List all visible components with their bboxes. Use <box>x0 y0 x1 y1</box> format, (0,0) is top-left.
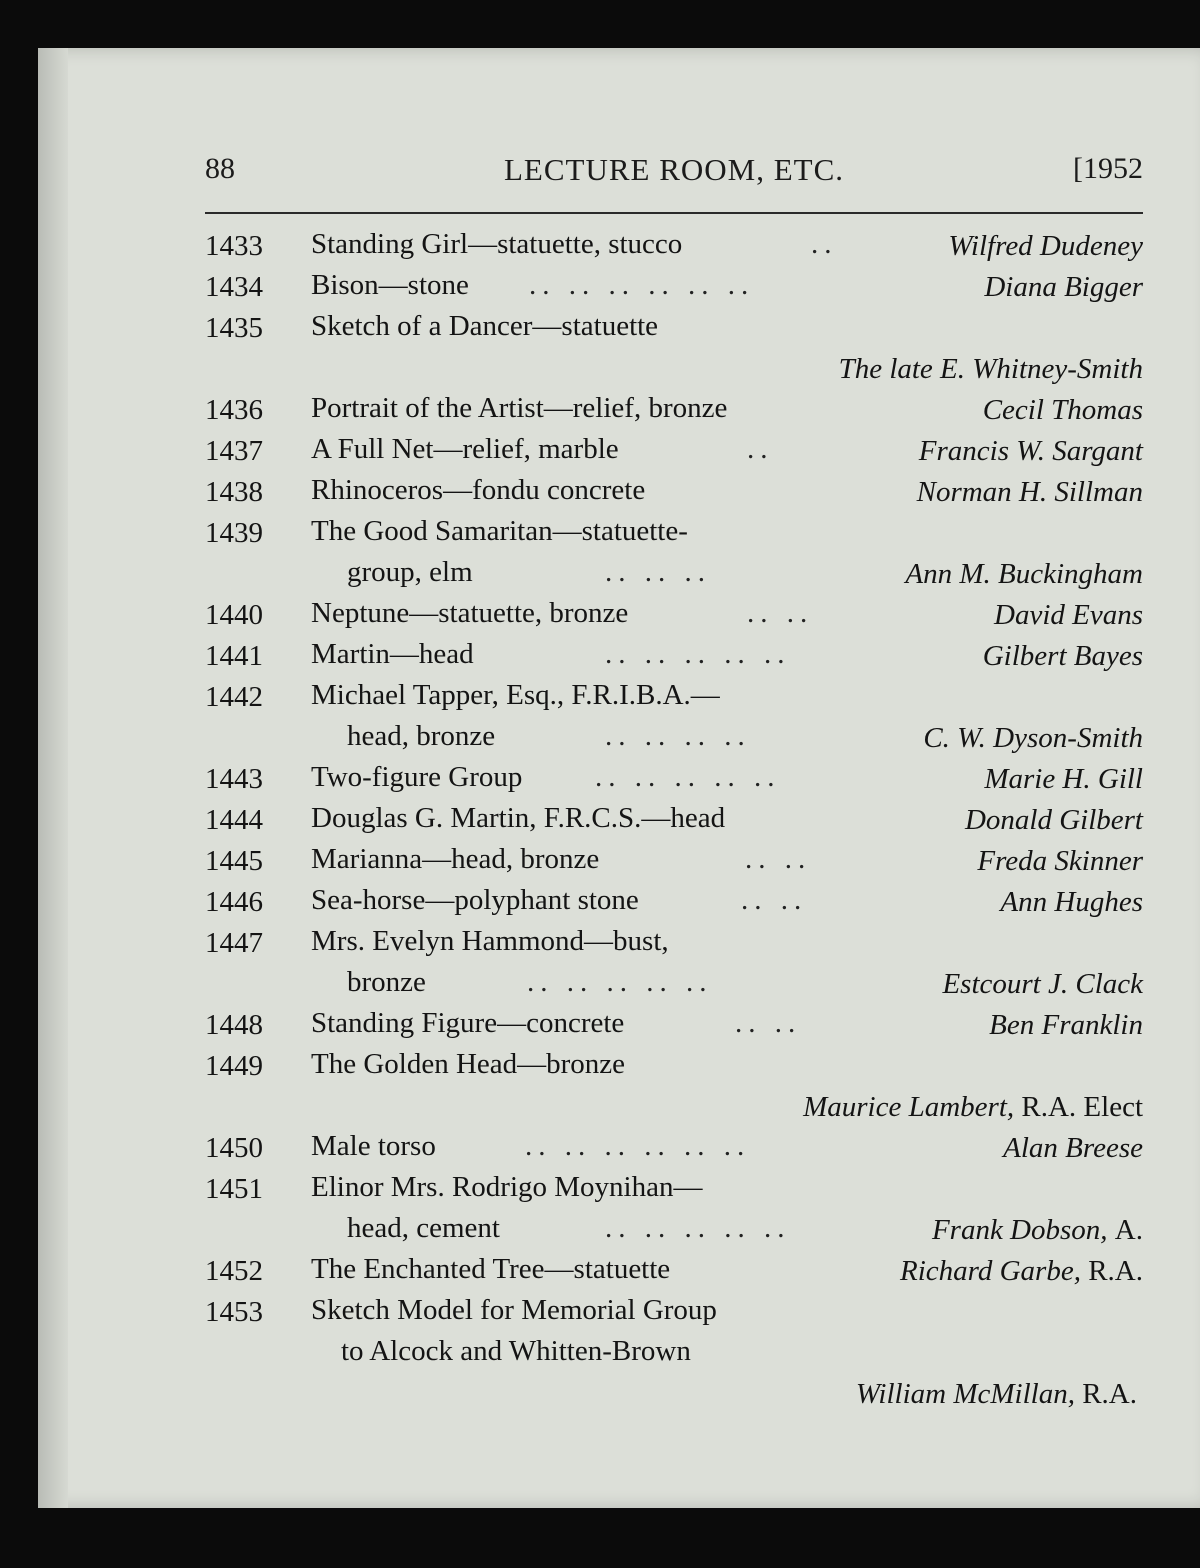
entry-description: Rhinoceros—fondu concrete <box>311 474 646 506</box>
catalog-entry <box>205 265 1143 306</box>
entry-description: The Enchanted Tree—statuette <box>311 1253 671 1285</box>
dot-leaders: .. .. <box>741 884 808 916</box>
dot-leaders: .. .. <box>745 843 812 875</box>
entry-number: 1443 <box>205 763 263 795</box>
dot-leaders: .. .. <box>747 597 814 629</box>
entry-number: 1436 <box>205 394 263 426</box>
entry-number: 1434 <box>205 271 263 303</box>
entry-description: Marianna—head, bronze <box>311 843 600 875</box>
entry-number: 1433 <box>205 230 263 262</box>
entry-number: 1449 <box>205 1050 263 1082</box>
catalog-entry <box>205 1003 1143 1044</box>
entry-description: Neptune—statuette, bronze <box>311 597 629 629</box>
catalog-entry <box>205 757 1143 798</box>
entry-number: 1435 <box>205 312 263 344</box>
entry-artist: C. W. Dyson-Smith <box>923 722 1143 754</box>
entry-number: 1452 <box>205 1255 263 1287</box>
entry-number: 1439 <box>205 517 263 549</box>
dot-leaders: .. <box>811 228 838 260</box>
entry-description: Two-figure Group <box>311 761 523 793</box>
entry-description: Mrs. Evelyn Hammond—bust, <box>311 925 669 957</box>
entry-artist: Diana Bigger <box>984 271 1143 303</box>
entry-artist: William McMillan, R.A. <box>855 1378 1137 1410</box>
catalog-entry <box>205 511 1143 593</box>
catalog-entry <box>205 593 1143 634</box>
entry-description: Sketch Model for Memorial Group <box>311 1294 717 1326</box>
entry-description: Douglas G. Martin, F.R.C.S.—head <box>311 802 726 834</box>
artist-distinction: R.A. <box>1082 1378 1137 1410</box>
entry-number: 1438 <box>205 476 263 508</box>
entry-artist: Ben Franklin <box>989 1009 1143 1041</box>
catalog-entry <box>205 634 1143 675</box>
entry-artist: Frank Dobson, A. <box>931 1214 1143 1246</box>
entry-artist: Freda Skinner <box>977 845 1143 877</box>
page-edge <box>38 48 68 1508</box>
dot-leaders: .. .. .. .. .. <box>595 761 781 793</box>
entry-artist: Donald Gilbert <box>964 804 1143 836</box>
catalog-entry <box>205 1249 1143 1290</box>
entry-number: 1442 <box>205 681 263 713</box>
entry-artist: Cecil Thomas <box>982 394 1143 426</box>
dot-leaders: .. .. .. .. .. <box>527 966 713 998</box>
entry-number: 1437 <box>205 435 263 467</box>
header-rule <box>205 212 1143 214</box>
dot-leaders: .. .. .. <box>605 556 711 588</box>
entry-artist: Norman H. Sillman <box>916 476 1143 508</box>
artist-distinction: A. <box>1114 1214 1143 1246</box>
entry-description: Standing Figure—concrete <box>311 1007 625 1039</box>
catalog-entry <box>205 1167 1143 1249</box>
entry-description: The Good Samaritan—statuette- <box>311 515 688 547</box>
entry-description: Elinor Mrs. Rodrigo Moynihan— <box>311 1171 703 1203</box>
entry-description: Standing Girl—statuette, stucco <box>311 228 683 260</box>
entry-artist: Alan Breese <box>1003 1132 1143 1164</box>
dot-leaders: .. <box>747 433 774 465</box>
dot-leaders: .. .. .. .. .. .. <box>525 1130 751 1162</box>
page-year: [1952 <box>1073 152 1143 185</box>
catalog-entry <box>205 429 1143 470</box>
entry-number: 1444 <box>205 804 263 836</box>
entry-artist: Marie H. Gill <box>984 763 1143 795</box>
dot-leaders: .. .. .. .. .. .. <box>529 269 755 301</box>
entry-description-continued: head, cement <box>347 1212 500 1244</box>
entry-description: The Golden Head—bronze <box>311 1048 626 1080</box>
entry-number: 1440 <box>205 599 263 631</box>
entry-description: Sketch of a Dancer—statuette <box>311 310 659 342</box>
dot-leaders: .. .. .. .. <box>605 720 751 752</box>
entry-description: Michael Tapper, Esq., F.R.I.B.A.— <box>311 679 720 711</box>
dot-leaders: .. .. <box>735 1007 802 1039</box>
catalog-entry <box>205 1044 1143 1126</box>
entry-artist: Gilbert Bayes <box>982 640 1143 672</box>
artist-distinction: R.A. Elect <box>1021 1091 1143 1123</box>
entry-artist: Maurice Lambert, R.A. Elect <box>803 1091 1143 1123</box>
entry-artist: Ann M. Buckingham <box>905 558 1143 590</box>
page-number: 88 <box>205 152 235 185</box>
entry-artist: Wilfred Dudeney <box>948 230 1143 262</box>
entry-number: 1441 <box>205 640 263 672</box>
entry-artist: Richard Garbe, R.A. <box>900 1255 1143 1287</box>
entry-description-continued: to Alcock and Whitten-Brown <box>341 1335 691 1367</box>
entry-description: A Full Net—relief, marble <box>311 433 619 465</box>
entry-number: 1447 <box>205 927 263 959</box>
catalog-entry <box>205 388 1143 429</box>
entry-description-continued: bronze <box>347 966 426 998</box>
catalog-entry <box>205 1126 1143 1167</box>
catalog-entry <box>205 798 1143 839</box>
entry-description-continued: group, elm <box>347 556 473 588</box>
catalog-entry <box>205 675 1143 757</box>
entry-number: 1448 <box>205 1009 263 1041</box>
entry-artist: Estcourt J. Clack <box>942 968 1143 1000</box>
catalog-entry <box>205 921 1143 1003</box>
entry-artist: Ann Hughes <box>1000 886 1143 918</box>
entry-number: 1450 <box>205 1132 263 1164</box>
dot-leaders: .. .. .. .. .. <box>605 638 791 670</box>
entry-description: Male torso <box>311 1130 436 1162</box>
dot-leaders: .. .. .. .. .. <box>605 1212 791 1244</box>
entry-artist: David Evans <box>994 599 1143 631</box>
catalog-entry <box>205 470 1143 511</box>
entry-number: 1445 <box>205 845 263 877</box>
artist-distinction: R.A. <box>1088 1255 1143 1287</box>
catalog-entry <box>205 224 1143 265</box>
entry-number: 1451 <box>205 1173 263 1205</box>
page-title: LECTURE ROOM, ETC. <box>503 152 845 187</box>
entry-description-continued: head, bronze <box>347 720 496 752</box>
entry-artist: The late E. Whitney-Smith <box>838 353 1143 385</box>
catalog-entry <box>205 306 1143 388</box>
catalog-entry <box>205 839 1143 880</box>
catalog-entry <box>205 1290 1143 1413</box>
entry-number: 1453 <box>205 1296 263 1328</box>
entry-number: 1446 <box>205 886 263 918</box>
catalog-list <box>205 224 1143 1413</box>
entry-description: Sea-horse—polyphant stone <box>311 884 639 916</box>
catalog-entry <box>205 880 1143 921</box>
entry-description: Bison—stone <box>311 269 469 301</box>
entry-description: Portrait of the Artist—relief, bronze <box>311 392 728 424</box>
entry-artist: Francis W. Sargant <box>918 435 1143 467</box>
page-header <box>205 152 1143 196</box>
entry-description: Martin—head <box>311 638 474 670</box>
